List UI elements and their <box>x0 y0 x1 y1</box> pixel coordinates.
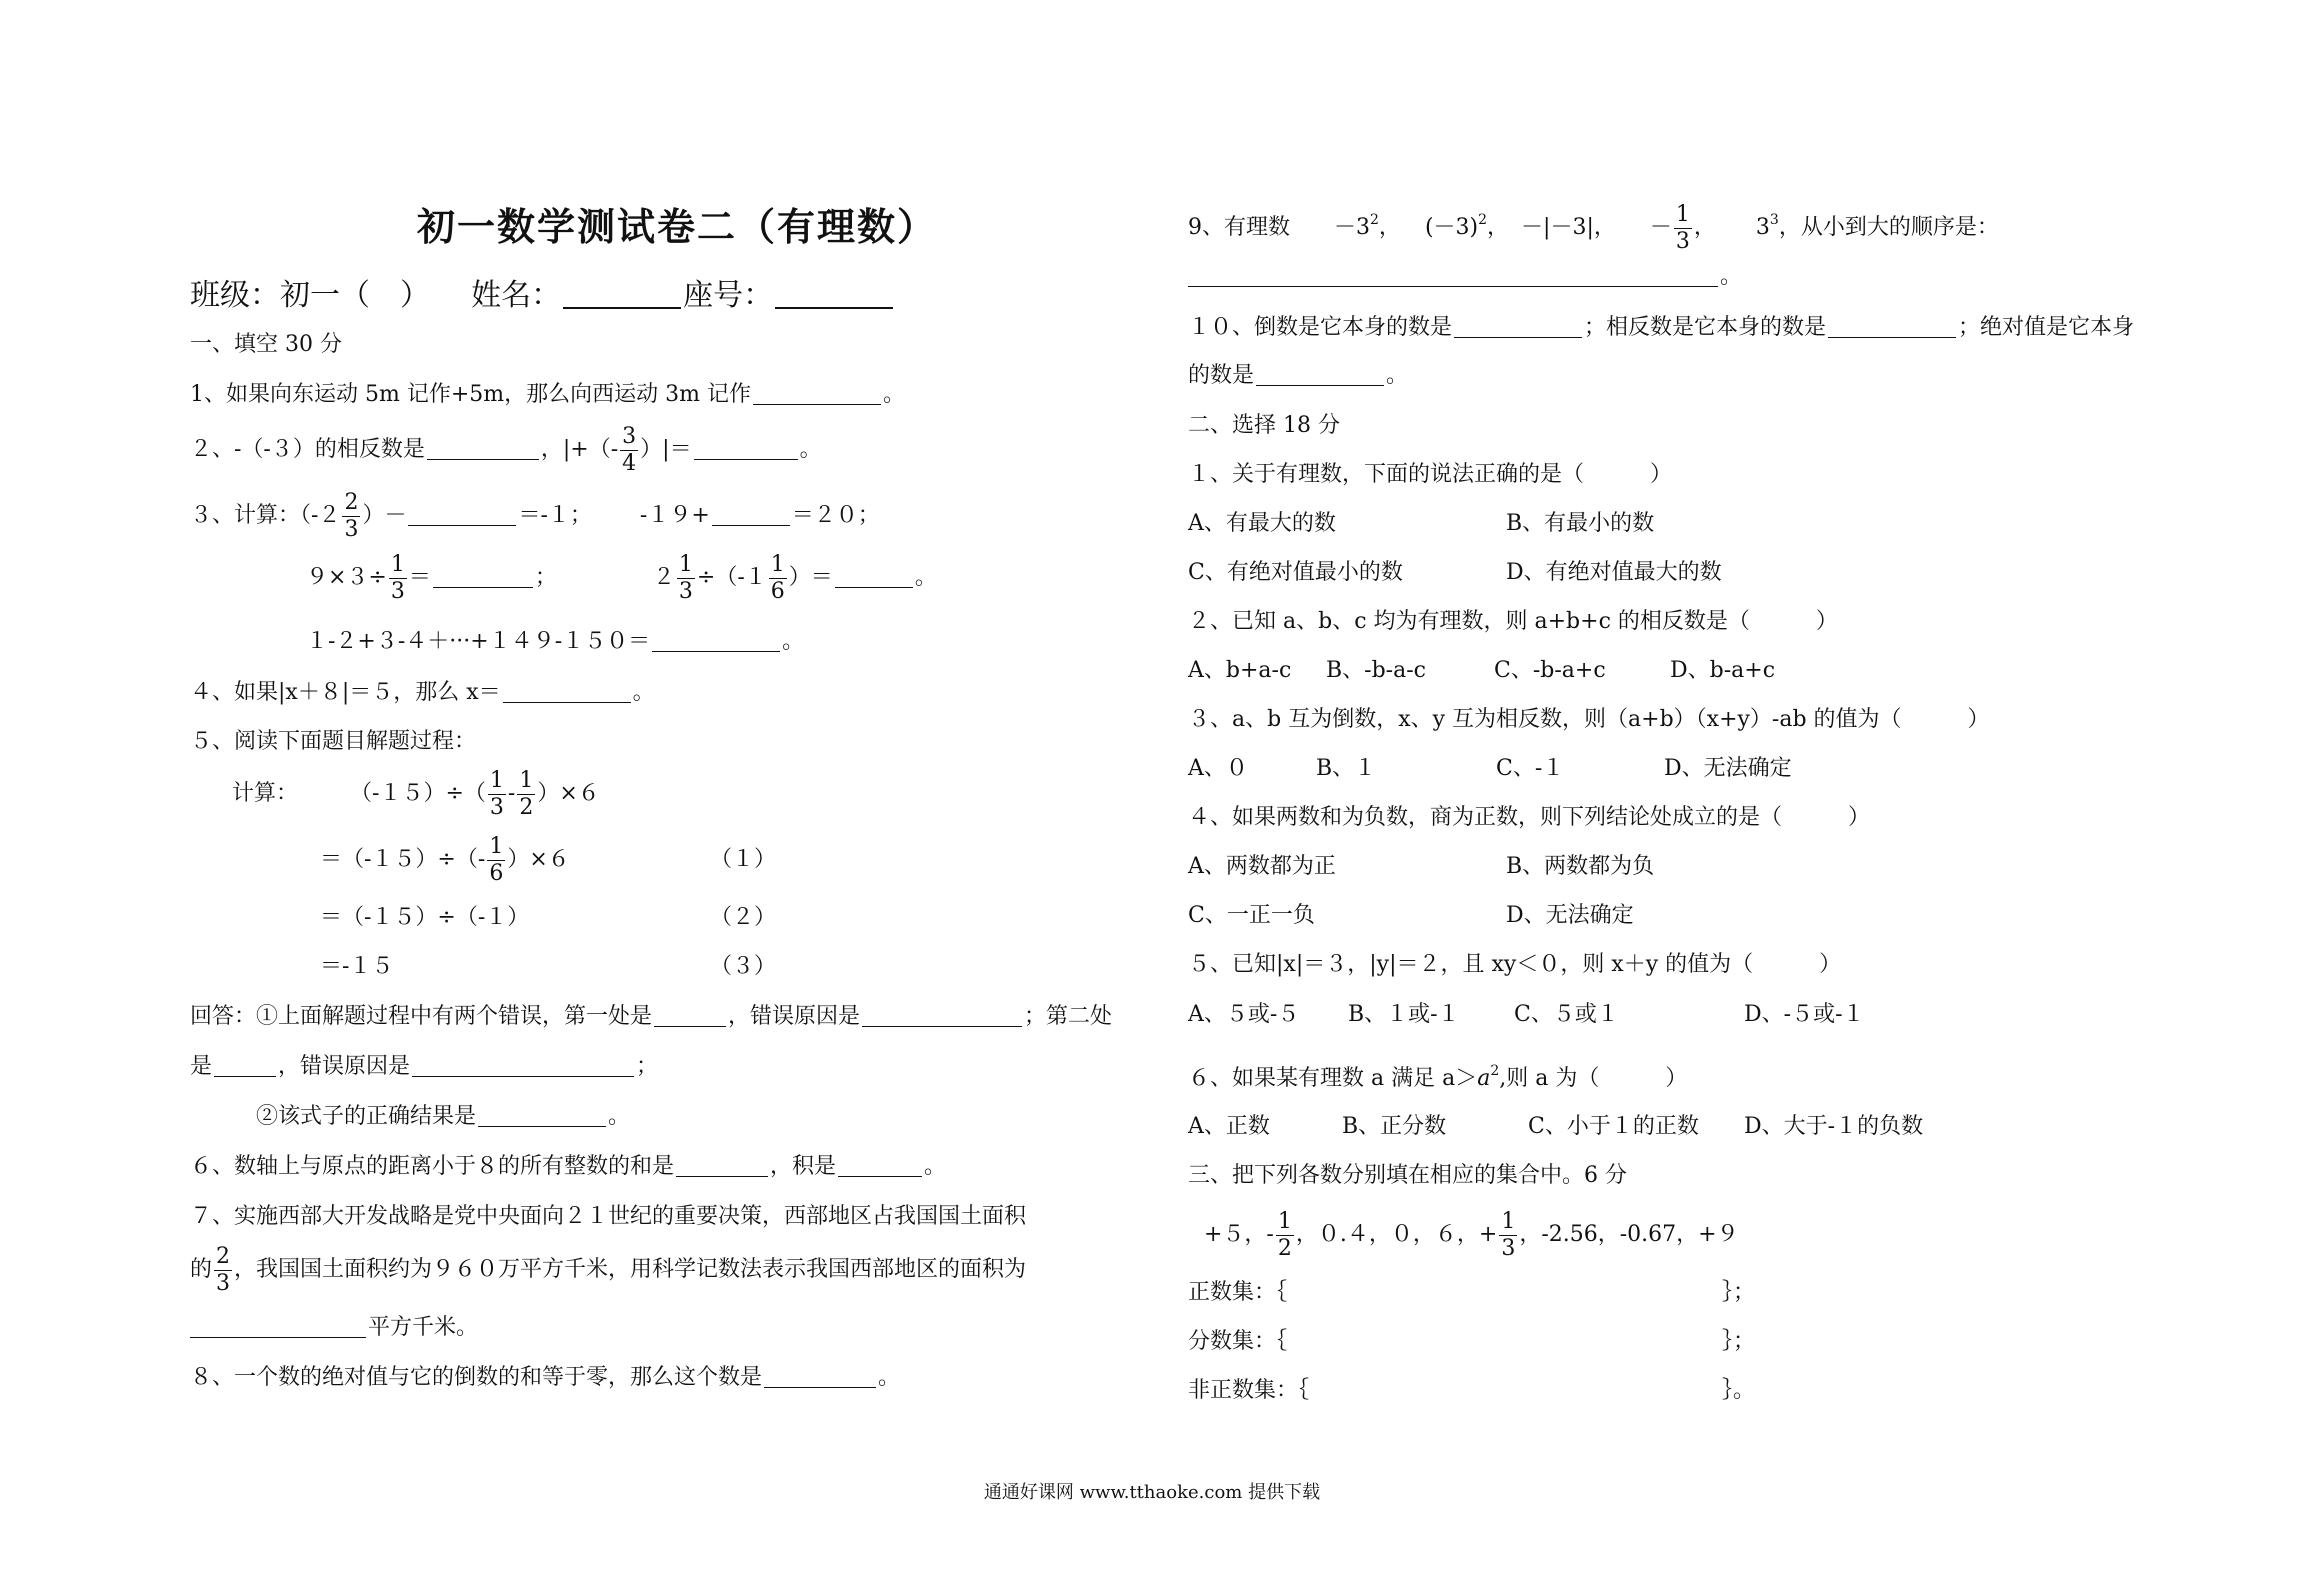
positive-set: 正数集：｛ <box>1188 1280 1288 1305</box>
q5-step-2-tag: （２） <box>710 905 777 930</box>
fraction: $\frac{1}{6}$ <box>770 551 785 604</box>
name-blank <box>563 283 681 309</box>
answer-blank <box>835 563 913 588</box>
footer-credit: 通通好课网 www.tthaoke.com 提供下载 <box>983 1482 1321 1503</box>
choice-1-option-d: D、有绝对值最大的数 <box>1506 560 1722 585</box>
fraction-set: 分数集：｛ <box>1188 1329 1288 1354</box>
answer-blank <box>652 627 780 652</box>
answer-line-2: 是 ，错误原因是 ； <box>190 1054 659 1079</box>
q5-step-1-tag: （１） <box>710 847 777 872</box>
answer-blank <box>1188 262 1718 287</box>
fraction: $\frac{1}{2}$ <box>519 767 534 820</box>
answer-blank <box>190 1313 366 1338</box>
question-9-answer: 。 <box>1188 262 1742 292</box>
choice-3: ３、a、b 互为倒数，x、y 互为相反数，则（a+b）（x+y）-ab 的值为（ ） <box>1188 707 1990 732</box>
choice-2-option-b: B、-b-a-c <box>1326 658 1426 683</box>
answer-blank <box>694 435 798 460</box>
fraction: $\frac{2}{3}$ <box>344 489 359 542</box>
answer-blank <box>712 501 790 526</box>
answer-blank <box>838 1152 922 1177</box>
choice-5-option-a: A、５或-５ <box>1188 1002 1300 1027</box>
positive-set-close: ｝； <box>1722 1280 1756 1305</box>
choice-6-option-a: A、正数 <box>1188 1114 1270 1139</box>
choice-5: ５、已知|x|＝３，|y|＝２，且 xy＜０，则 x＋y 的值为（ ） <box>1188 952 1842 977</box>
fraction: $\frac{2}{3}$ <box>216 1243 231 1296</box>
non-positive-set: 非正数集：｛ <box>1188 1378 1310 1403</box>
seat-blank <box>775 283 893 309</box>
fraction: $\frac{3}{4}$ <box>622 423 637 476</box>
page-title: 初一数学测试卷二（有理数） <box>417 204 938 249</box>
q5-step-2: ＝（-１５）÷（-１） <box>320 905 530 930</box>
q5-step-3-tag: （３） <box>710 954 777 979</box>
answer-blank <box>764 1363 876 1388</box>
section-1-heading: 一、填空 30 分 <box>190 332 342 357</box>
answer-line-1: 回答：①上面解题过程中有两个错误，第一处是 ，错误原因是 ；第二处 <box>190 1004 1113 1029</box>
choice-2: ２、已知 a、b、c 均为有理数，则 a+b+c 的相反数是（ ） <box>1188 609 1838 634</box>
choice-6: ６、如果某有理数 a 满足 $a>a^2$,则 a 为（ ） <box>1188 1063 1688 1091</box>
answer-blank <box>408 501 516 526</box>
choice-2-option-d: D、b-a+c <box>1670 658 1776 683</box>
question-10a: １０、倒数是它本身的数是 ；相反数是它本身的数是 ；绝对值是它本身 <box>1188 315 2135 340</box>
answer-blank <box>676 1152 768 1177</box>
choice-3-option-a: A、０ <box>1188 756 1248 781</box>
answer-blank <box>478 1102 606 1127</box>
answer-line-3: ②该式子的正确结果是 。 <box>256 1104 631 1129</box>
choice-2-option-a: A、b+a-c <box>1188 658 1292 683</box>
q5-step-3: ＝-１５ <box>320 954 394 979</box>
choice-6-option-b: B、正分数 <box>1342 1114 1447 1139</box>
question-1: 1、如果向东运动 5m 记作+5m，那么向西运动 3m 记作 。 <box>190 382 905 407</box>
choice-1-option-c: C、有绝对值最小的数 <box>1188 560 1403 585</box>
choice-2-option-c: C、-b-a+c <box>1494 658 1606 683</box>
answer-blank <box>1256 361 1384 386</box>
answer-blank <box>433 563 533 588</box>
fraction: $\frac{1}{2}$ <box>1277 1208 1292 1261</box>
number-list: +５，- $\frac{1}{2}$ ，０.４，０，６，+ $\frac{1}{3}$ ，-2.56，-0.67，+９ <box>1204 1208 1739 1261</box>
question-7a: ７、实施西部大开发战略是党中央面向２１世纪的重要决策，西部地区占我国国土面积 <box>190 1204 1027 1229</box>
choice-4: ４、如果两数和为负数，商为正数，则下列结论处成立的是（ ） <box>1188 805 1871 830</box>
choice-1-option-a: A、有最大的数 <box>1188 511 1336 536</box>
question-7c: 平方千米。 <box>190 1313 478 1343</box>
section-2-heading: 二、选择 18 分 <box>1188 413 1340 438</box>
question-8: ８、一个数的绝对值与它的倒数的和等于零，那么这个数是 。 <box>190 1365 901 1390</box>
choice-4-option-a: A、两数都为正 <box>1188 854 1336 879</box>
choice-5-option-b: B、１或-１ <box>1348 1002 1460 1027</box>
answer-blank <box>427 435 539 460</box>
question-4: ４、如果|x＋８|＝５，那么 x＝ 。 <box>190 680 655 705</box>
answer-blank <box>412 1052 634 1077</box>
question-10b: 的数是 。 <box>1188 363 1409 388</box>
q5-step-0: 计算： （-１５）÷（ $\frac{1}{3}$ - $\frac{1}{2}$ ）×６ <box>232 767 600 820</box>
fraction-set-close: ｝； <box>1722 1329 1756 1354</box>
answer-blank <box>862 1002 1022 1027</box>
fraction: $\frac{1}{3}$ <box>1675 201 1690 254</box>
choice-5-option-c: C、５或１ <box>1514 1002 1619 1027</box>
question-3b: ９×３÷ $\frac{1}{3}$ ＝ ； ２ $\frac{1}{3}$ ÷（-１ $\frac{1}{6}$ ）＝ 。 <box>306 551 937 604</box>
answer-blank <box>654 1002 726 1027</box>
answer-blank <box>503 678 631 703</box>
question-3c: １-２+３-４＋···+１４９-１５０＝ 。 <box>306 629 805 654</box>
choice-1: １、关于有理数，下面的说法正确的是（ ） <box>1188 462 1673 487</box>
seat-label: 座号： <box>683 278 774 313</box>
answer-blank <box>214 1052 276 1077</box>
answer-blank <box>1828 313 1956 338</box>
fraction: $\frac{1}{3}$ <box>1501 1208 1516 1261</box>
question-5: ５、阅读下面题目解题过程： <box>190 729 477 754</box>
choice-3-option-b: B、１ <box>1316 756 1377 781</box>
choice-3-option-d: D、无法确定 <box>1664 756 1792 781</box>
question-6: ６、数轴上与原点的距离小于８的所有整数的和是 ，积是 。 <box>190 1154 947 1179</box>
question-3a: ３、计算：（-２ $\frac{2}{3}$ ）－ ＝-１； -１９+ ＝２０； <box>190 489 880 542</box>
choice-6-option-d: D、大于-１的负数 <box>1744 1114 1924 1139</box>
question-2: ２、-（-３）的相反数是 ，|+（- $\frac{3}{4}$ ）|＝ 。 <box>190 423 822 476</box>
non-positive-set-close: ｝。 <box>1722 1378 1756 1403</box>
answer-blank <box>1454 313 1582 338</box>
choice-3-option-c: C、-１ <box>1496 756 1565 781</box>
choice-4-option-c: C、一正一负 <box>1188 903 1315 928</box>
choice-5-option-d: D、-５或-１ <box>1744 1002 1865 1027</box>
fraction: $\frac{1}{3}$ <box>489 767 504 820</box>
choice-6-option-c: C、小于１的正数 <box>1528 1114 1699 1139</box>
student-info <box>190 270 895 314</box>
section-3-heading: 三、把下列各数分别填在相应的集合中。6 分 <box>1188 1163 1627 1188</box>
choice-4-option-b: B、两数都为负 <box>1506 854 1655 879</box>
question-9: 9、有理数 $-3^2$， $(-3)^2$， －|－3|， － $\frac{1}{3}$ ， $3^3$，从小到大的顺序是： <box>1188 201 1999 254</box>
fraction: $\frac{1}{6}$ <box>489 833 504 886</box>
name-label: 姓名： <box>471 278 562 313</box>
question-7b: 的 $\frac{2}{3}$ ，我国国土面积约为９６０万平方千米，用科学记数法表示我国西部地区的面积为 <box>190 1243 1027 1296</box>
class-label: 班级：初一（ ） <box>190 278 430 313</box>
q5-step-1: ＝（-１５）÷（- $\frac{1}{6}$ ）×６ <box>320 833 570 886</box>
answer-blank <box>753 380 881 405</box>
choice-1-option-b: B、有最小的数 <box>1506 511 1655 536</box>
choice-4-option-d: D、无法确定 <box>1506 903 1634 928</box>
fraction: $\frac{1}{3}$ <box>390 551 405 604</box>
fraction: $\frac{1}{3}$ <box>678 551 693 604</box>
